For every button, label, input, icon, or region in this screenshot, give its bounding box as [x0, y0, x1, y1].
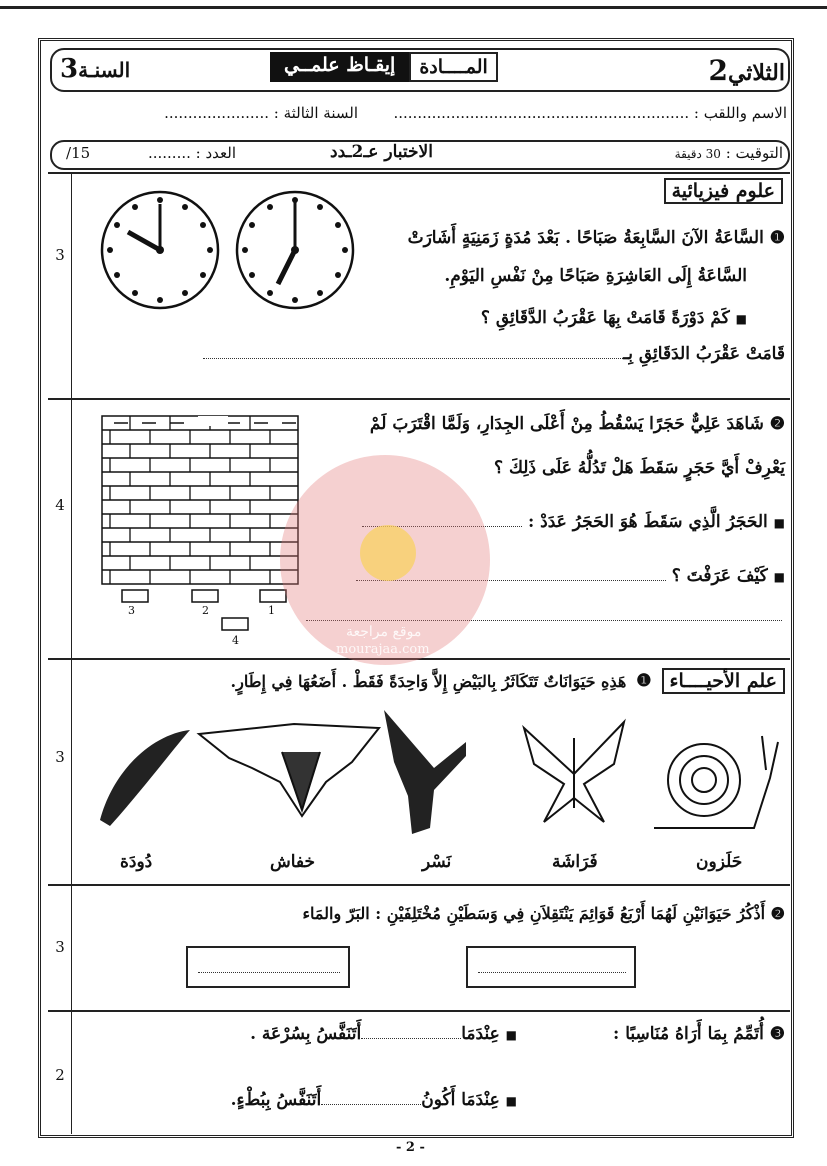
stone-label-3: 3 [128, 604, 135, 617]
stone-label-4: 4 [232, 634, 239, 647]
butterfly-icon [524, 722, 624, 822]
subject-name: إيقـاظ علمــي [270, 52, 409, 82]
clocks-figure [100, 186, 370, 316]
snail-icon [654, 736, 778, 828]
animal-label-eagle[interactable]: نَسْر [422, 852, 452, 872]
time-info: التوقيت : 30 دقيقة [674, 144, 783, 162]
section-divider-5 [48, 1010, 790, 1012]
test-title: الاختبار عـ2ـدد [330, 142, 433, 162]
score-biology-3: 2 [55, 1066, 65, 1084]
stone-label-1: 1 [268, 604, 275, 617]
brick-wall-figure [100, 414, 300, 654]
biology-q2-text: ❷ أَذْكُرُ حَيَوَانَيْنِ لَهُمَا أَرْبَعُ قَوَائِمَ يَنْتَقِلاَنِ فِي وَسَطَيْنِ مُخْتَلِفَيْنِ : البَرّ والمَاء [302, 904, 785, 923]
bat-icon [199, 724, 379, 816]
biology-q3-text: ❸ أُتَمِّمُ بِمَا أَرَاهُ مُنَاسِبًا : [613, 1024, 785, 1044]
year-number: 3 [60, 54, 79, 84]
animals-figure [94, 708, 784, 838]
level-label: الثلاثي2 [708, 54, 785, 87]
physics-q1-question: ■ كَمْ دَوْرَةً قَامَتْ بِهَا عَقْرَبُ الدَّقَائِقِ ؟ [480, 308, 747, 328]
name-field[interactable]: الاسم واللقب : .............................................................. [393, 104, 787, 122]
class-field[interactable]: السنة الثالثة : ...................... [164, 104, 358, 122]
physics-q2-question-2[interactable]: ■ كَيْفَ عَرَفْتَ ؟ [315, 566, 785, 586]
physics-q2-text: ❷ شَاهَدَ عَلِيٌّ حَجَرًا يَسْقُطُ مِنْ أَعْلَى الجِدَارِ، وَلَمَّا اقْتَرَبَ لَمْ [369, 414, 785, 434]
grade-field[interactable]: العدد : ......... 15/ [66, 144, 236, 162]
clock-seven-icon [237, 192, 353, 308]
biology-q3-line-a[interactable]: ■ عِنْدَمَاأَتَنَفَّسُ بِسُرْعَة . [250, 1024, 517, 1044]
watermark-text-ar: موقع مراجعة [346, 624, 422, 640]
answer-box-2[interactable] [186, 946, 350, 988]
year-label: السنـة3 [60, 54, 131, 84]
biology-title: علم الأحيــــاء [662, 668, 785, 694]
biology-q1-row: علم الأحيــــاء ❶ هَذِهِ حَيَوَانَاتٌ تَتَكَاثَرُ بِالبَيْضِ إِلاَّ وَاحِدَةً فَقَطْ . أَضَعُهَا فِي إِطَارٍ. [55, 668, 785, 694]
worm-icon [100, 730, 190, 826]
biology-q1-text: هَذِهِ حَيَوَانَاتٌ تَتَكَاثَرُ بِالبَيْضِ إِلاَّ وَاحِدَةً فَقَطْ . أَضَعُهَا فِي إِطَارٍ. [230, 671, 627, 691]
score-physics-2: 4 [55, 496, 65, 514]
subject-label: المــــادة [409, 52, 498, 82]
page-number: - 2 - [396, 1140, 425, 1155]
score-biology-1: 3 [55, 748, 65, 766]
score-physics-1: 3 [55, 246, 65, 264]
level-number: 2 [708, 54, 728, 87]
animal-label-butterfly[interactable]: فَرَاشَة [552, 852, 598, 872]
clock-ten-icon [102, 192, 218, 308]
biology-q3-line-b[interactable]: ■ عِنْدَمَا أَكُونُأَتَنَفَّسُ بِبُطْءٍ. [230, 1090, 517, 1110]
animal-label-worm[interactable]: دُودَة [120, 852, 153, 872]
watermark-text-en: mourajaa.com [336, 642, 430, 657]
physics-q2-text-2: يَعْرِفْ أَيَّ حَجَرٍ سَقَطَ هَلْ تَدُلُّهُ عَلَى ذَلِكَ ؟ [494, 458, 785, 478]
physics-q1-text-2: السَّاعَةُ إِلَى العَاشِرَةِ صَبَاحًا مِنْ نَفْسِ اليَوْمِ. [444, 266, 747, 286]
physics-q1-answer[interactable]: قَامَتْ عَقْرَبُ الدَقَائِقِ بِـ [85, 344, 785, 364]
stone-label-2: 2 [202, 604, 209, 617]
physics-title: علوم فيزيائية [664, 178, 783, 204]
answer-box-1[interactable] [466, 946, 636, 988]
animal-label-bat[interactable]: خفاش [270, 852, 316, 872]
physics-q2-question-1[interactable]: ■ الحَجَرُ الَّذِي سَقَطَ هُوَ الحَجَرُ عَدَدْ : [315, 512, 785, 532]
physics-q1-text: ❶ السَّاعَةُ الآنَ السَّابِعَةُ صَبَاحًا . بَعْدَ مُدَةٍ زَمَنِيَةٍ أَشَارَتْ [407, 228, 785, 248]
section-divider-2 [48, 398, 790, 400]
section-divider-1 [48, 172, 790, 174]
score-column [48, 172, 72, 1134]
watermark-book-icon [360, 525, 416, 581]
score-biology-2: 3 [55, 938, 65, 956]
eagle-icon [384, 710, 466, 834]
section-divider-4 [48, 884, 790, 886]
top-rule [0, 6, 827, 9]
subject-title [270, 52, 498, 82]
animal-label-snail[interactable]: حَلَزون [696, 852, 743, 872]
